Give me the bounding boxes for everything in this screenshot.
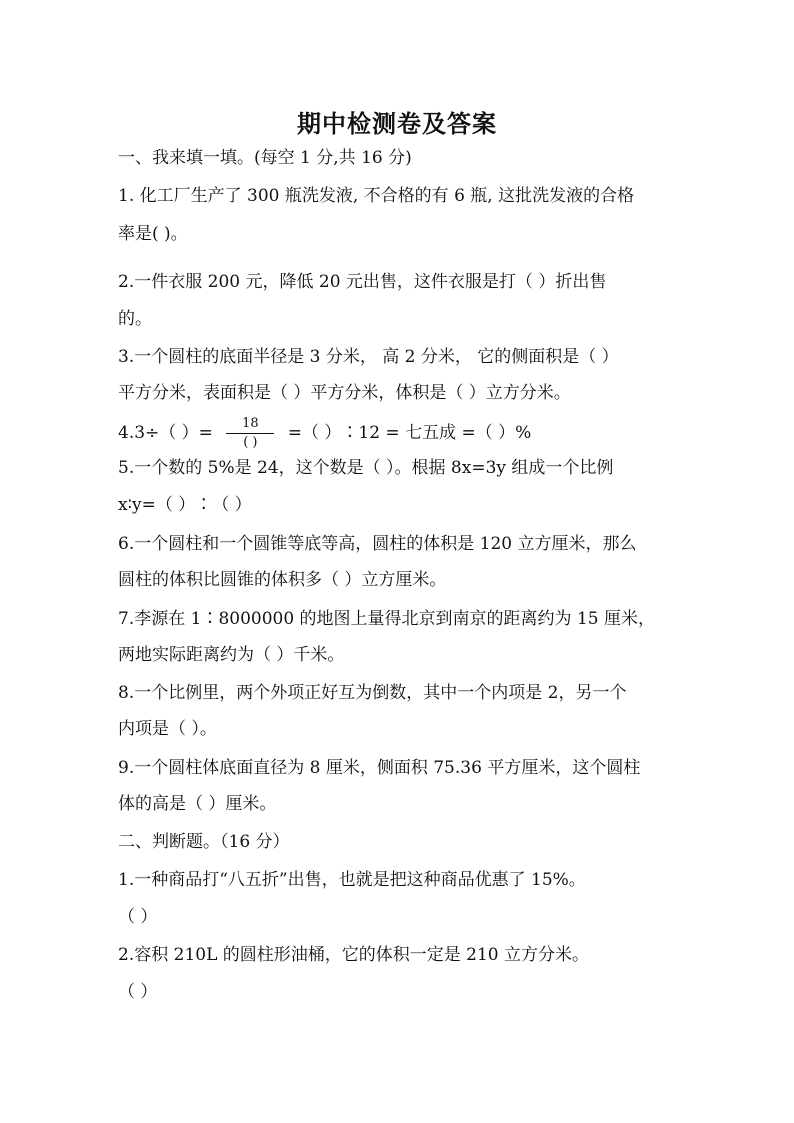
fraction-numerator: 18 <box>226 416 274 434</box>
fraction-denominator: ( ) <box>243 435 258 450</box>
question-8-line-1: 8.一个比例里，两个外项正好互为倒数，其中一个内项是 2，另一个 <box>118 683 627 703</box>
question-9-line-1: 9.一个圆柱体底面直径为 8 厘米，侧面积 75.36 平方厘米，这个圆柱 <box>118 758 641 778</box>
page-title: 期中检测卷及答案 <box>297 110 497 138</box>
question-8-line-2: 内项是（ ）。 <box>118 719 217 739</box>
section-2-heading: 二、判断题。（16 分） <box>118 832 290 852</box>
judge-1-line-1: 1.一种商品打“八五折”出售，也就是把这种商品优惠了 15%。 <box>118 870 586 890</box>
judge-1-line-2: （ ） <box>118 907 158 927</box>
question-3-line-2: 平方分米，表面积是（ ）平方分米，体积是（ ）立方分米。 <box>118 383 571 403</box>
question-2-line-1: 2.一件衣服 200 元，降低 20 元出售，这件衣服是打（ ）折出售 <box>118 272 607 292</box>
question-5-line-2: x∶y=（ ）∶（ ） <box>118 495 252 515</box>
question-4-line <box>118 416 531 451</box>
question-7-line-2: 两地实际距离约为（ ）千米。 <box>118 645 345 665</box>
section-1-heading: 一、我来填一填。(每空 1 分,共 16 分) <box>118 148 412 168</box>
question-3-line-1: 3.一个圆柱的底面半径是 3 分米， 高 2 分米， 它的侧面积是（ ） <box>118 347 619 367</box>
question-2-line-2: 的。 <box>118 309 152 329</box>
question-7-line-1: 7.李源在 1∶8000000 的地图上量得北京到南京的距离约为 15 厘米， <box>118 609 655 629</box>
question-4-part-1: 4.3÷（ ）= <box>118 423 213 443</box>
question-1-line-2: 率是( )。 <box>118 224 188 244</box>
judge-2-line-2: （ ） <box>118 982 158 1002</box>
question-6-line-2: 圆柱的体积比圆锥的体积多（ ）立方厘米。 <box>118 570 447 590</box>
judge-2-line-1: 2.容积 210L 的圆柱形油桶，它的体积一定是 210 立方分米。 <box>118 945 590 965</box>
question-6-line-1: 6.一个圆柱和一个圆锥等底等高，圆柱的体积是 120 立方厘米，那么 <box>118 534 637 554</box>
question-5-line-1: 5.一个数的 5%是 24，这个数是（ ）。根据 8x=3y 组成一个比例 <box>118 458 614 478</box>
question-1-line-1: 1. 化工厂生产了 300 瓶洗发液, 不合格的有 6 瓶, 这批洗发液的合格 <box>118 186 635 206</box>
question-4-part-2: =（ ）∶12 = 七五成 =（ ）% <box>287 423 532 443</box>
question-9-line-2: 体的高是（ ）厘米。 <box>118 794 277 814</box>
fraction <box>226 416 274 451</box>
